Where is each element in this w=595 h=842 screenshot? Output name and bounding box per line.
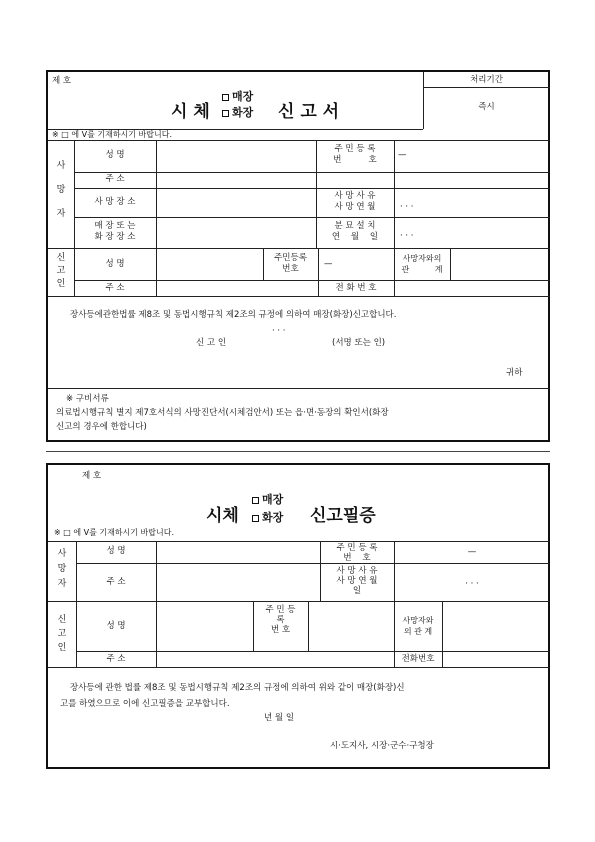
issuer: 시·도지사, 시장·군수·구청장 xyxy=(330,741,434,751)
form-title-left: 시 체 xyxy=(171,102,210,122)
statement-line1: 장사등에 관한 법률 제8조 및 동법시행규칙 제2조의 규정에 의하여 위와 같이 매장(화장)신 xyxy=(70,683,405,693)
reporter-name-field[interactable] xyxy=(157,249,262,280)
relation-label: 사망자와 의 관 계 xyxy=(402,616,434,636)
phone-label: 전 화 번 호 xyxy=(335,283,377,293)
required-docs-line1: 의료법시행규칙 별지 제7호서식의 사망진단서(시체검안서) 또는 읍·면·동장의 확인서(화장 xyxy=(56,408,389,418)
deceased-name-field[interactable] xyxy=(157,542,319,563)
option-cremate[interactable]: 화장 xyxy=(222,106,253,120)
checkbox-icon[interactable] xyxy=(222,94,229,101)
doc-number: 제 호 xyxy=(52,76,72,86)
reporter-resident-label: 주민등록 번호 xyxy=(274,253,307,274)
relation-label: 사망자와의 관 계 xyxy=(401,254,443,274)
certificate-form xyxy=(46,463,550,769)
reporter-sign-label: 신 고 인 xyxy=(196,338,227,348)
check-instruction: ※ □ 에 V를 기재하시기 바랍니다. xyxy=(52,130,172,139)
report-form xyxy=(46,70,550,442)
death-date-field[interactable]: · · · xyxy=(400,202,414,212)
processing-period-value: 즉시 xyxy=(478,102,495,112)
resident-no-dash[interactable]: — xyxy=(398,150,407,160)
burial-place-field[interactable] xyxy=(157,218,315,248)
address-label: 주 소 xyxy=(106,577,126,587)
burial-place-label: 매 장 또 는 화 장 장 소 xyxy=(94,221,136,242)
death-place-field[interactable] xyxy=(157,189,315,217)
death-date-field[interactable]: · · · xyxy=(465,579,479,589)
sign-note: (서명 또는 인) xyxy=(332,338,386,348)
checkbox-icon[interactable] xyxy=(222,110,229,117)
reporter-name-label: 성 명 xyxy=(106,621,126,631)
reporter-address-field[interactable] xyxy=(157,652,393,667)
resident-no-label: 주 민 등 록 번 호 xyxy=(336,543,378,563)
resident-no-dash[interactable]: — xyxy=(467,547,477,557)
grave-date-label: 분 묘 설 치 연 월 일 xyxy=(331,221,379,242)
doc-number: 제 호 xyxy=(82,471,102,481)
phone-field[interactable] xyxy=(395,281,549,296)
issue-date: 년 월 일 xyxy=(264,713,295,723)
resident-no-label: 주 민 등 록 번 호 xyxy=(333,144,377,165)
death-place-label: 사 망 장 소 xyxy=(94,197,136,207)
reporter-resident-dash[interactable]: — xyxy=(324,259,333,269)
reporter-address-field[interactable] xyxy=(157,281,317,296)
phone-label: 전화번호 xyxy=(401,654,435,664)
name-label: 성 명 xyxy=(106,546,126,556)
reporter-address-label: 주 소 xyxy=(105,283,125,293)
reporter-name-label: 성 명 xyxy=(105,259,125,269)
checkbox-icon[interactable] xyxy=(252,497,259,504)
reporter-group-label: 신 고 인 xyxy=(56,253,66,289)
processing-period-label: 처리기간 xyxy=(470,75,503,85)
reporter-resident-label: 주 민 등 록 번 호 xyxy=(265,605,296,635)
reporter-resident-field[interactable] xyxy=(309,602,393,651)
form-title-right: 신 고 서 xyxy=(278,102,340,122)
cert-title-left: 시체 xyxy=(206,506,239,526)
deceased-address-field[interactable] xyxy=(157,564,319,601)
checkbox-icon[interactable] xyxy=(252,515,259,522)
grave-date-field[interactable]: · · · xyxy=(400,231,414,241)
statement-text: 장사등에관한법률 제8조 및 동법시행규칙 제2조의 규정에 의하여 매장(화장)신고합니다. xyxy=(70,310,397,320)
statement-date: · · · xyxy=(272,326,286,336)
reporter-address-label: 주 소 xyxy=(106,654,126,664)
option-bury[interactable]: 매장 xyxy=(222,90,253,104)
deceased-group-label: 사 망 자 xyxy=(56,161,66,219)
required-docs-title: ※ 구비서류 xyxy=(66,394,109,404)
phone-field[interactable] xyxy=(443,652,549,667)
deceased-address-field[interactable] xyxy=(157,173,549,188)
death-cause-label: 사 망 사 유 사 망 연 월 일 xyxy=(336,566,378,596)
addressee: 귀하 xyxy=(506,368,523,378)
cut-line xyxy=(46,451,550,452)
statement-line2: 고를 하였으므로 이에 신고필증을 교부합니다. xyxy=(60,699,230,709)
option-bury[interactable]: 매장 xyxy=(252,493,283,507)
cert-title-right: 신고필증 xyxy=(310,506,376,526)
reporter-name-field[interactable] xyxy=(157,602,252,651)
required-docs-line2: 신고의 경우에 한합니다) xyxy=(56,422,147,432)
address-label: 주 소 xyxy=(105,174,125,184)
name-label: 성 명 xyxy=(105,150,125,160)
death-cause-label: 사 망 사 유 사 망 연 월 xyxy=(334,191,376,212)
option-cremate[interactable]: 화장 xyxy=(252,511,283,525)
deceased-group-label: 사 망 자 xyxy=(57,549,67,589)
deceased-name-field[interactable] xyxy=(157,141,315,172)
reporter-group-label: 신 고 인 xyxy=(57,615,67,653)
check-instruction: ※ □ 에 V를 기재하시기 바랍니다. xyxy=(54,528,174,537)
